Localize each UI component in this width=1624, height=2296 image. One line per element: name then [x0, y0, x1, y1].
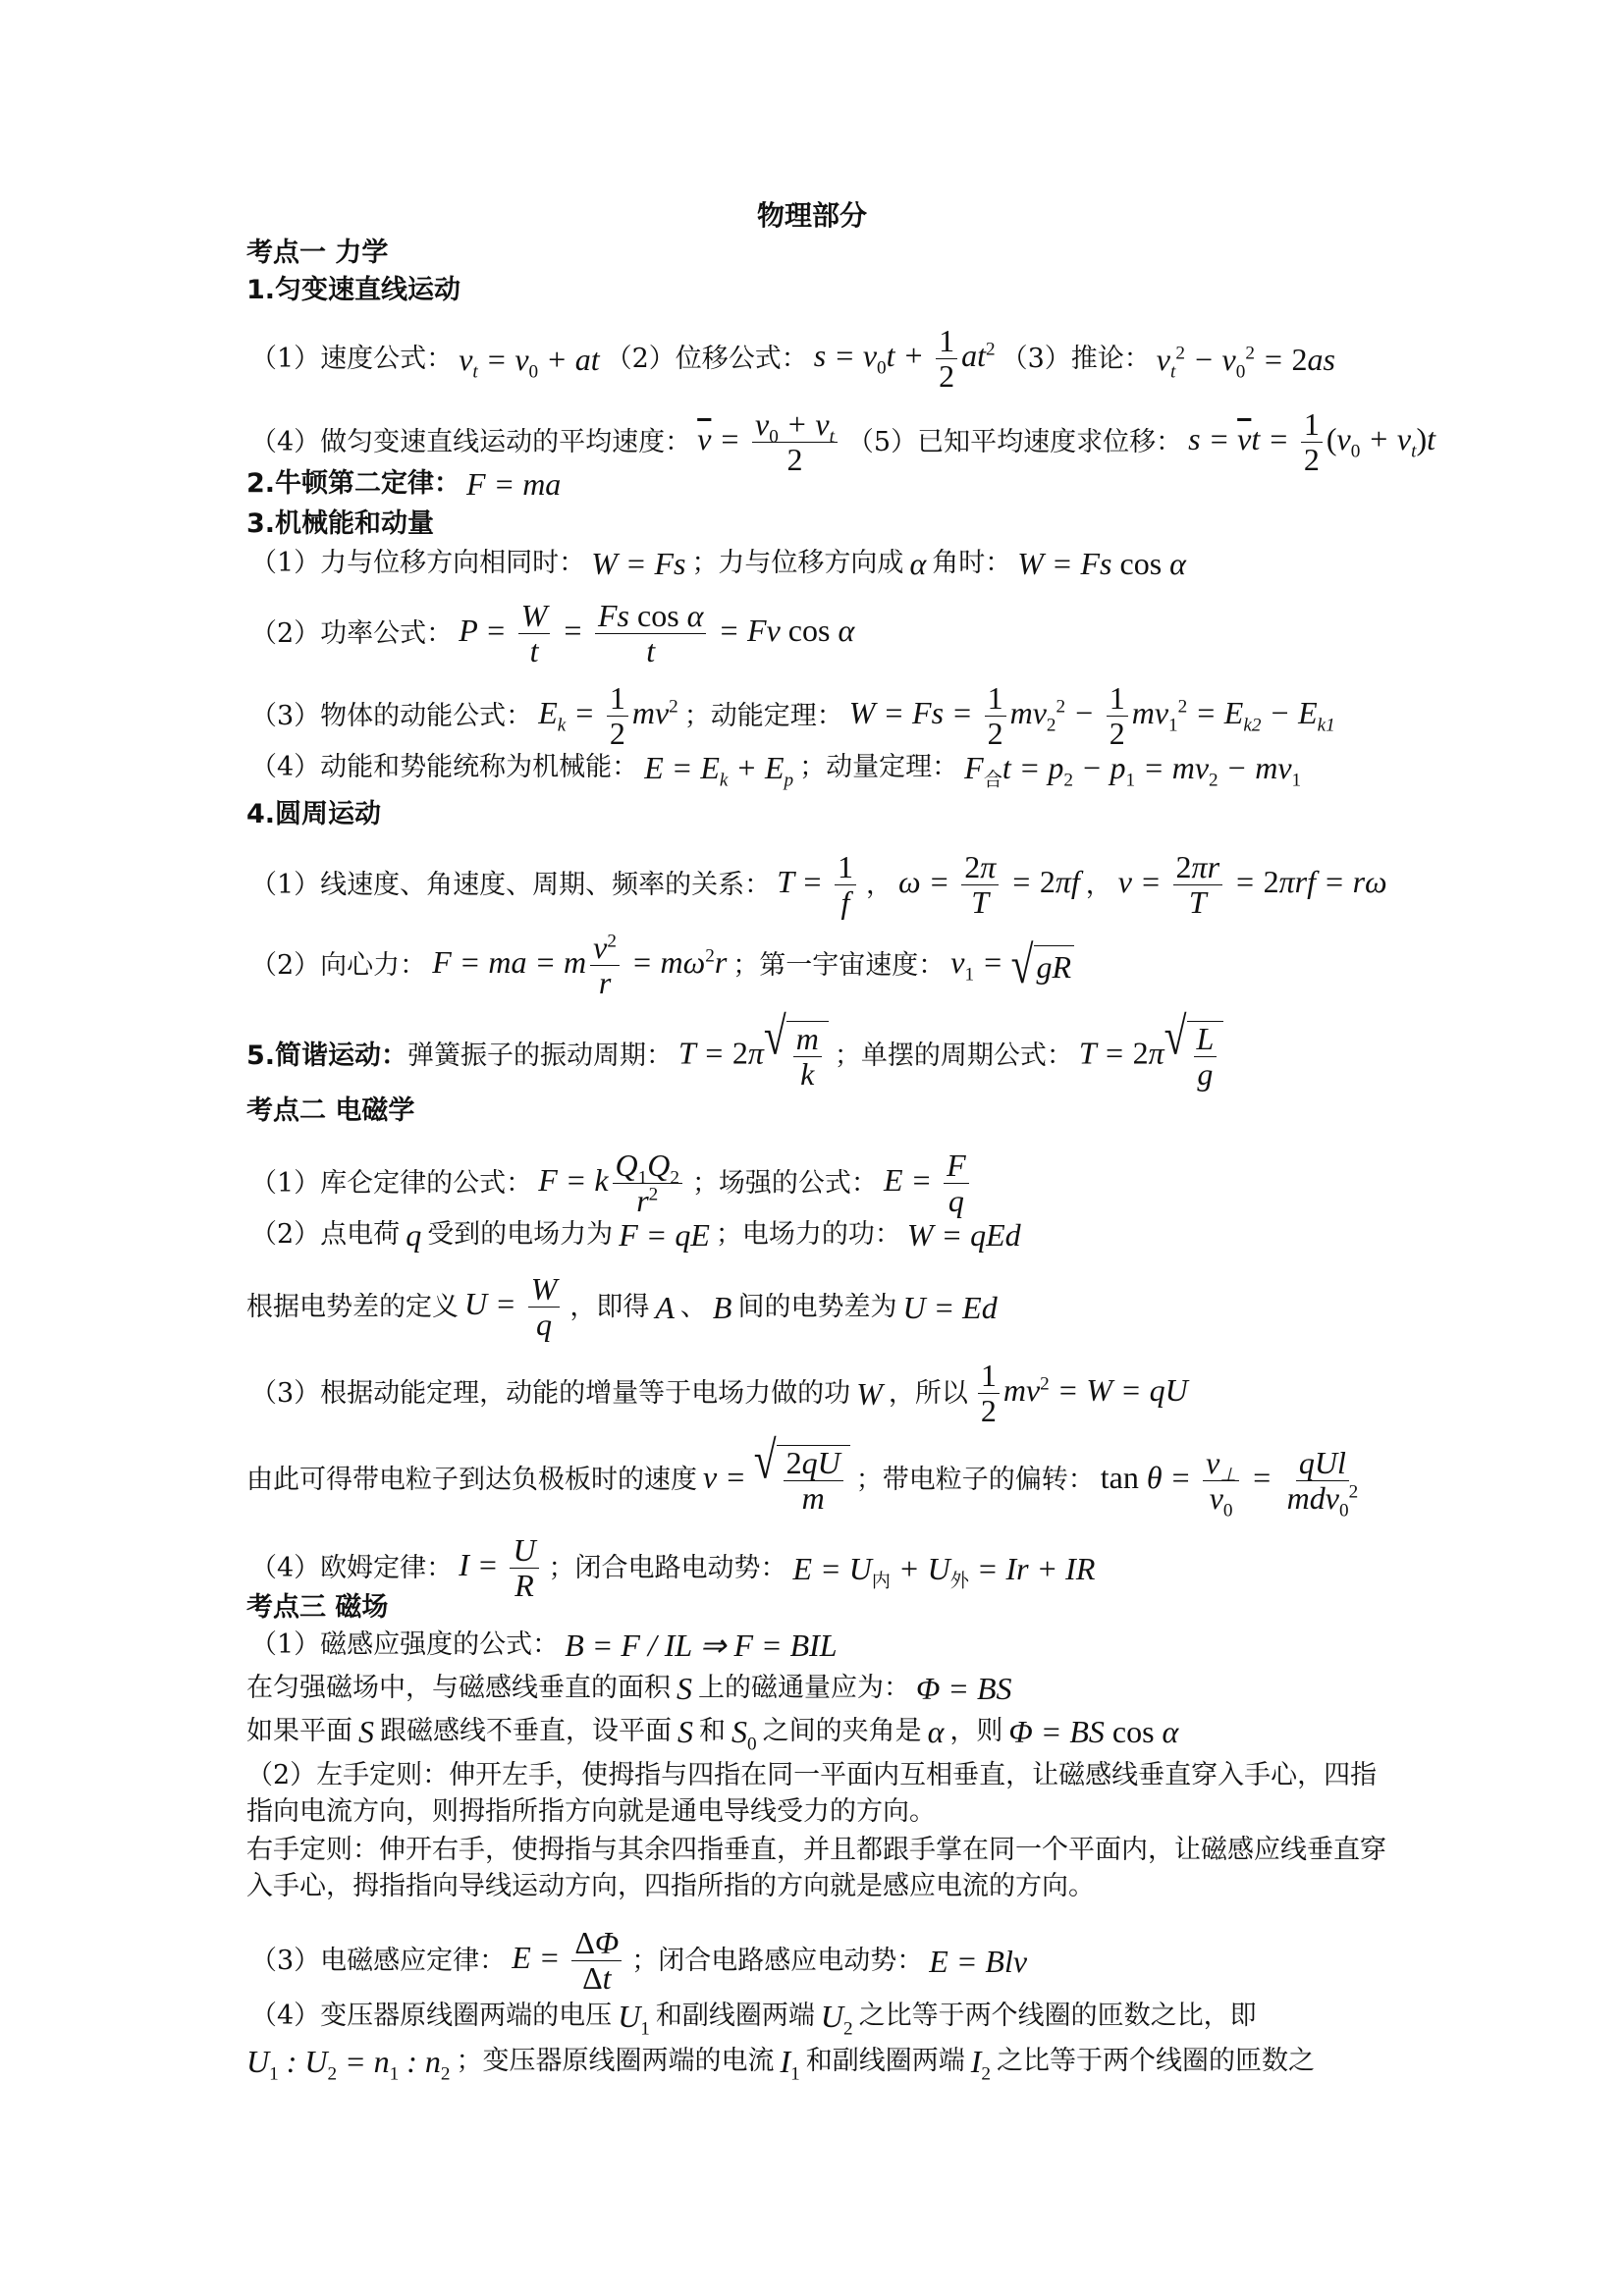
kinetic-theorem-formula: W = Fs = $\frac{1}{2}$ $mv_2^2$ − $\frac{1}{2}$ $mv_1^2 = E_{k2} - E_{k1}$ — [848, 680, 1335, 752]
area-symbol: S — [677, 1671, 692, 1706]
angle-symbol: α — [927, 1714, 945, 1749]
potential-definition-formula: U = $\frac{W}{q}$ — [464, 1272, 564, 1342]
velocity-formula: $v_t = v_0$ + at — [459, 341, 600, 383]
particle-velocity-formula: v = √ $\frac{2qU}{m}$ — [703, 1445, 850, 1516]
i1-symbol: $I_1$ — [780, 2044, 800, 2085]
magnetic-induction-formula: B = F / IL ⇒ F = BIL — [565, 1628, 838, 1663]
formula-line-ohm: （4）欧姆定律： I = $\frac{U}{R}$ ；闭合电路电动势： $E = U_内 + U_外 = Ir$ + IR — [250, 1532, 1096, 1604]
formula-line-centripetal: （2）向心力： F = ma = m $\frac{v^2}{r}$ = $m\omega^2r$ ；第一宇宙速度： $v_1$ = √ gR — [250, 931, 1388, 1000]
kinetic-work-formula: $\frac{1}{2}$ $mv^2 = W$ = qU — [974, 1359, 1188, 1428]
displacement-formula: $s = v_0t$ + $\frac{1}{2}$ $at^2$ — [813, 323, 996, 395]
alpha-symbol: α — [909, 546, 927, 581]
field-strength-formula: E = $\frac{F}{q}$ — [884, 1148, 973, 1218]
average-velocity-formula: $\overline{v}$ = $\frac{v_0 + v_t}{2}$ — [697, 407, 841, 477]
emf-formula: $E = U_内 + U_外 = Ir$ + IR — [792, 1550, 1096, 1592]
work-angle-formula: W = Fs cos α — [1017, 546, 1186, 581]
subheading-circular-motion: 4.圆周运动 — [246, 799, 382, 829]
section-heading-mechanics: 考点一 力学 — [246, 238, 389, 268]
subheading-energy-momentum: 3.机械能和动量 — [246, 508, 435, 539]
electric-work-formula: W = qEd — [906, 1217, 1021, 1253]
magnetic-flux-formula: Φ = BS — [916, 1671, 1012, 1706]
electric-force-formula: F = qE — [619, 1217, 710, 1253]
voltage-ratio-formula: $U_1$ : $U_2 = n_1$ : $n_2$ — [246, 2044, 451, 2085]
formula-line-potential-difference: 根据电势差的定义 U = $\frac{W}{q}$ ，即得 A 、 B 间的电势差为 U = Ed — [246, 1271, 998, 1343]
formula-line-mechanical-energy: （4）动能和势能统称为机械能： $E = E_k + E_p$ ；动量定理： $F_合t = p_2 - p_1 = mv_2 - mv_1$ — [250, 750, 1302, 791]
power-formula: P = $\frac{W}{t}$ = $\frac{\text{Fs cos α}}{t}$ = Fv cos α — [459, 598, 855, 669]
i2-symbol: $I_2$ — [970, 2044, 991, 2085]
formula-line-transformer-voltage: （4）变压器原线圈两端的电压 $U_1$ 和副线圈两端 $U_2$ 之比等于两个线圈的匝数之比，即 — [250, 1999, 1257, 2040]
formula-line-induction: （3）电磁感应定律： E = $\frac{\Delta\Phi}{\Delta t}$ ；闭合电路感应电动势： E = Blv — [250, 1925, 1028, 1997]
formula-line-particle-velocity: 由此可得带电粒子到达负极板时的速度 v = √ $\frac{2qU}{m}$ ；带电粒子的偏转： tan θ = $\frac{v_\perp}{v_0}$ = $\frac{\text{qUl}}{mdv_0^2}$ — [246, 1445, 1388, 1516]
formula-line-kinetic-work: （3）根据动能定理，动能的增量等于电场力做的功 W ，所以 $\frac{1}{2}$ $mv^2 = W$ = qU — [250, 1358, 1188, 1429]
formula-line-circular-relations: （1）线速度、角速度、周期、频率的关系： T = $\frac{1}{f}$ ， ω = $\frac{2\pi}{T}$ = 2πf ， v = $\frac{2\pi r}{T}$ = 2πrf = rω — [250, 849, 1387, 921]
page-title: 物理部分 — [756, 199, 867, 232]
coulomb-formula: F = k $\frac{Q_1Q_2}{r^2}$ — [538, 1148, 686, 1218]
section-heading-magnetism: 考点三 磁场 — [246, 1592, 389, 1623]
average-displacement-formula: $s = \overline{v}t$ = $\frac{1}{2}$ $(v_0 + v_t)t$ — [1188, 406, 1435, 478]
formula-line-electric-force: （2）点电荷 q 受到的电场力为 F = qE ；电场力的功： W = qEd — [250, 1217, 1021, 1253]
charge-symbol: q — [406, 1217, 422, 1253]
work-symbol: W — [856, 1375, 883, 1412]
plane-symbol: S — [358, 1714, 374, 1749]
kinetic-energy-formula: $E_k$ = $\frac{1}{2}$ $mv^2$ — [538, 680, 678, 752]
induction-law-formula: E = $\frac{\Delta\Phi}{\Delta t}$ — [512, 1926, 625, 1996]
pendulum-period-formula: T = 2π √ $\frac{L}{g}$ — [1079, 1021, 1223, 1092]
formula-line-power: （2）功率公式： P = $\frac{W}{t}$ = $\frac{\text{Fs cos α}}{t}$ = Fv cos α — [250, 598, 855, 669]
formula-line-kinetic-energy: （3）物体的动能公式： $E_k$ = $\frac{1}{2}$ $mv^2$ ；动能定理： W = Fs = $\frac{1}{2}$ $mv_2^2$ − $\frac{1}{2}$ $mv_1^2 = E_{k2} - E_{k1}$ — [250, 680, 1335, 752]
momentum-theorem-formula: $F_合t = p_2 - p_1 = mv_2 - mv_1$ — [964, 750, 1302, 791]
cosmic-velocity-formula: $v_1$ = √ gR — [950, 944, 1074, 986]
newton-formula: F = ma — [466, 466, 562, 502]
deflection-formula: tan θ = $\frac{v_\perp}{v_0}$ = $\frac{\text{qUl}}{mdv_0^2}$ — [1100, 1444, 1359, 1522]
angular-velocity-formula: ω = $\frac{2\pi}{T}$ = 2πf — [898, 849, 1080, 921]
plane-symbol-2: S — [677, 1714, 693, 1749]
plane-s0-symbol: $S_0$ — [731, 1714, 757, 1755]
u1-symbol: $U_1$ — [618, 1999, 650, 2040]
right-hand-rule-paragraph: 右手定则：伸开右手，使拇指与其余四指垂直，并且都跟手掌在同一个平面内，让磁感应线垂直穿入手心，拇指指向导线运动方向，四指所指的方向就是感应电流的方向。 — [246, 1835, 1386, 1901]
newton-second-law-line: 2.牛顿第二定律： F = ma — [246, 466, 562, 502]
flux-angle-formula: Φ = BS cos α — [1008, 1714, 1179, 1749]
formula-line-average-velocity: （4）做匀变速直线运动的平均速度： $\overline{v}$ = $\frac{v_0 + v_t}{2}$ （5）已知平均速度求位移： $s = \overline{v}t$ = $\frac{1}{2}$ $(v_0 + v_t)t$ — [250, 406, 1435, 478]
left-hand-rule-paragraph: （2）左手定则：伸开左手，使拇指与四指在同一平面内互相垂直，让磁感线垂直穿入手心，四指指向电流方向，则拇指所指方向就是通电导线受力的方向。 — [246, 1760, 1378, 1827]
linear-velocity-formula: v = $\frac{2\pi r}{T}$ = 2πrf = rω — [1117, 849, 1387, 921]
spring-period-formula: T = 2π √ $\frac{m}{k}$ — [678, 1021, 829, 1092]
formula-line-magnetic-flux: 在匀强磁场中，与磁感线垂直的面积 S 上的磁通量应为： Φ = BS — [246, 1671, 1012, 1706]
formula-line-transformer-current: $U_1$ : $U_2 = n_1$ : $n_2$ ；变压器原线圈两端的电流 $I_1$ 和副线圈两端 $I_2$ 之比等于两个线圈的匝数之 — [246, 2044, 1315, 2085]
potential-difference-formula: U = Ed — [902, 1289, 998, 1325]
point-a-symbol: A — [655, 1289, 675, 1325]
formula-line-coulomb: （1）库仑定律的公式： F = k $\frac{Q_1Q_2}{r^2}$ ；场强的公式： E = $\frac{F}{q}$ — [250, 1148, 1388, 1218]
mechanical-energy-formula: $E = E_k + E_p$ — [644, 750, 794, 791]
formula-line-harmonic: 5.简谐运动： 弹簧振子的振动周期： T = 2π √ $\frac{m}{k}$ ；单摆的周期公式： T = 2π √ $\frac{L}{g}$ — [246, 1021, 1388, 1092]
formula-line-work: （1）力与位移方向相同时： W = Fs ；力与位移方向成 α 角时： W = Fs cos α — [250, 546, 1186, 581]
point-b-symbol: B — [712, 1289, 732, 1325]
inference-formula: $v_t^2 - v_0^2 = 2as$ — [1156, 341, 1335, 383]
formula-line-flux-angle: 如果平面 S 跟磁感线不垂直，设平面 S 和 $S_0$ 之间的夹角是 α ，则 Φ = BS cos α — [246, 1714, 1179, 1755]
subheading-uniform-acceleration: 1.匀变速直线运动 — [246, 275, 461, 305]
formula-line-magnetic-induction: （1）磁感应强度的公式： B = F / IL ⇒ F = BIL — [250, 1628, 838, 1663]
ohm-formula: I = $\frac{U}{R}$ — [459, 1533, 542, 1603]
section-heading-electromagnetism: 考点二 电磁学 — [246, 1095, 415, 1126]
formula-line-velocity-displacement: （1）速度公式： $v_t = v_0$ + at （2）位移公式： $s = v_0t$ + $\frac{1}{2}$ $at^2$ （3）推论： $v_t^2 - v_0^2 = 2as$ — [250, 323, 1335, 395]
u2-symbol: $U_2$ — [820, 1999, 853, 2040]
work-formula: W = Fs — [591, 546, 686, 581]
motional-emf-formula: E = Blv — [929, 1943, 1028, 1979]
period-formula: T = $\frac{1}{f}$ — [777, 850, 860, 920]
centripetal-formula: F = ma = m $\frac{v^2}{r}$ = $m\omega^2r$ — [432, 930, 728, 1001]
